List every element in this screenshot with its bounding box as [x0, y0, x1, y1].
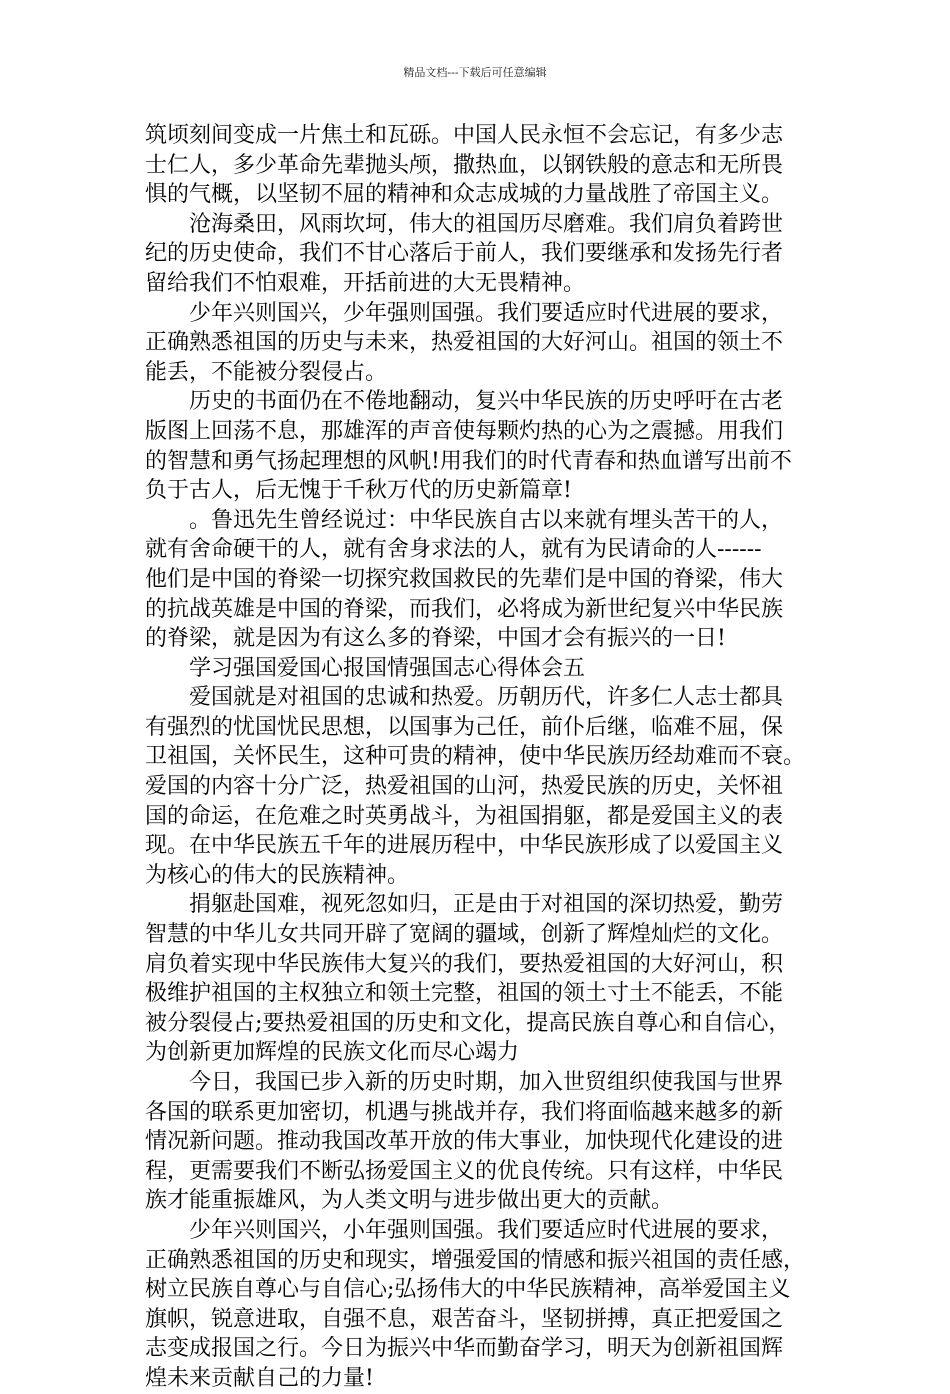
- text-line: 士仁人，多少革命先辈抛头颅，撒热血，以钢铁般的意志和无所畏: [145, 152, 784, 178]
- text-line: 纪的历史使命，我们不甘心落后于前人，我们要继承和发扬先行者: [145, 241, 784, 267]
- text-line: 肩负着实现中华民族伟大复兴的我们，要热爱祖国的大好河山，积: [145, 951, 784, 977]
- paragraph-1: [145, 121, 820, 210]
- text-line: 为创新更加辉煌的民族文化而尽心竭力: [145, 1040, 520, 1066]
- text-line: 就有舍命硬干的人，就有舍身求法的人，就有为民请命的人------: [145, 537, 762, 563]
- text-line: 智慧的中华儿女共同开辟了宽阔的疆域，创新了辉煌灿烂的文化。: [145, 922, 784, 948]
- paragraph-8: [145, 1068, 820, 1216]
- text-line: 正确熟悉祖国的历史和现实，增强爱国的情感和振兴祖国的责任感，: [145, 1247, 806, 1273]
- text-line: 今日，我国已步入新的历史时期，加入世贸组织使我国与世界: [145, 1070, 784, 1095]
- text-line: 煌未来贡献自己的力量!: [145, 1365, 374, 1391]
- text-line: 正确熟悉祖国的历史与未来，热爱祖国的大好河山。祖国的领土不: [145, 330, 784, 356]
- text-line: 程，更需要我们不断弘扬爱国主义的优良传统。只有这样，中华民: [145, 1158, 784, 1184]
- text-line: 负于古人，后无愧于千秋万代的历史新篇章!: [145, 478, 572, 504]
- text-line: 旗帜，锐意进取，自强不息，艰苦奋斗，坚韧拼搏，真正把爱国之: [145, 1306, 784, 1332]
- text-line: 的抗战英雄是中国的脊梁，而我们，必将成为新世纪复兴中华民族: [145, 596, 784, 622]
- paragraph-5: [145, 506, 820, 654]
- text-line: 情况新问题。推动我国改革开放的伟大事业，加快现代化建设的进: [145, 1129, 784, 1155]
- text-line: 为核心的伟大的民族精神。: [145, 862, 410, 888]
- document-body: [145, 121, 820, 1394]
- text-line: 。鲁迅先生曾经说过：中华民族自古以来就有埋头苦干的人，: [145, 507, 784, 533]
- paragraph-3: [145, 299, 820, 388]
- section-heading: [145, 654, 820, 684]
- text-line: 的脊梁，就是因为有这么多的脊梁，中国才会有振兴的一日!: [145, 626, 726, 652]
- text-line: 惧的气概，以坚韧不屈的精神和众志成城的力量战胜了帝国主义。: [145, 182, 784, 208]
- text-line: 的智慧和勇气扬起理想的风帆!用我们的时代青春和热血谱写出前不: [145, 448, 792, 474]
- text-line: 捐躯赴国难，视死忽如归，正是由于对祖国的深切热爱，勤劳: [145, 892, 784, 918]
- paragraph-7: [145, 890, 820, 1068]
- page-header: 精品文档---下载后可任意编辑: [403, 66, 547, 79]
- text-line: 留给我们不怕艰难，开括前进的大无畏精神。: [145, 270, 586, 296]
- text-line: 筑顷刻间变成一片焦土和瓦砾。中国人民永恒不会忘记，有多少志: [145, 123, 784, 148]
- text-line: 现。在中华民族五千年的进展历程中，中华民族形成了以爱国主义: [145, 833, 784, 859]
- text-line: 极维护祖国的主权独立和领土完整，祖国的领土寸土不能丢，不能: [145, 981, 784, 1007]
- text-line: 卫祖国，关怀民生，这种可贵的精神，使中华民族历经劫难而不衰。: [145, 744, 806, 770]
- text-line: 国的命运，在危难之时英勇战斗，为祖国捐躯，都是爱国主义的表: [145, 803, 784, 829]
- text-line: 历史的书面仍在不倦地翻动，复兴中华民族的历史呼吁在古老: [145, 389, 784, 415]
- text-line: 爱国的内容十分广泛，热爱祖国的山河，热爱民族的历史，关怀祖: [145, 774, 784, 800]
- text-line: 有强烈的忧国忧民思想，以国事为己任，前仆后继，临难不屈，保: [145, 714, 784, 740]
- section-title: 学习强国爱国心报国情强国志心得体会五: [145, 655, 586, 681]
- text-line: 少年兴则国兴，小年强则国强。我们要适应时代进展的要求，: [145, 1217, 784, 1243]
- text-line: 版图上回荡不息，那雄浑的声音使每颗灼热的心为之震撼。用我们: [145, 418, 784, 444]
- text-line: 被分裂侵占;要热爱祖国的历史和文化，提高民族自尊心和自信心，: [145, 1010, 791, 1036]
- text-line: 志变成报国之行。今日为振兴中华而勤奋学习，明天为创新祖国辉: [145, 1336, 784, 1362]
- text-line: 爱国就是对祖国的忠诚和热爱。历朝历代，许多仁人志士都具: [145, 685, 784, 711]
- text-line: 他们是中国的脊梁一切探究救国救民的先辈们是中国的脊梁，伟大: [145, 566, 784, 592]
- text-line: 各国的联系更加密切，机遇与挑战并存，我们将面临越来越多的新: [145, 1099, 784, 1125]
- paragraph-2: [145, 210, 820, 299]
- text-line: 族才能重振雄风，为人类文明与进步做出更大的贡献。: [145, 1188, 674, 1214]
- paragraph-4: [145, 387, 820, 505]
- paragraph-9: [145, 1216, 820, 1394]
- paragraph-6: [145, 683, 820, 890]
- text-line: 能丢，不能被分裂侵占。: [145, 359, 388, 385]
- text-line: 沧海桑田，风雨坎坷，伟大的祖国历尽磨难。我们肩负着跨世: [145, 211, 784, 237]
- text-line: 树立民族自尊心与自信心;弘扬伟大的中华民族精神，高举爱国主义: [145, 1277, 791, 1303]
- text-line: 少年兴则国兴，少年强则国强。我们要适应时代进展的要求，: [145, 300, 784, 326]
